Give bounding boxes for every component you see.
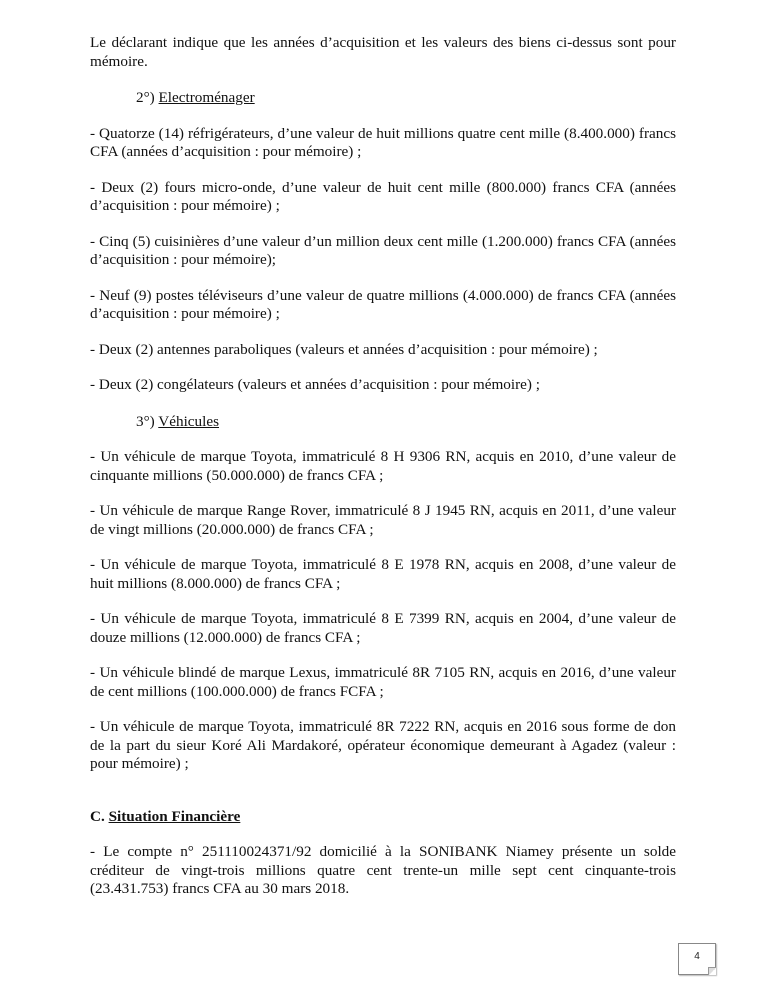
list-item: - Cinq (5) cuisinières d’une valeur d’un million deux cent mille (1.200.000) francs CFA (années d’acquisition : pour mémoire); bbox=[90, 232, 676, 268]
list-item: - Un véhicule de marque Toyota, immatriculé 8 H 9306 RN, acquis en 2010, d’une valeur de cinquante millions (50.000.000) de francs CFA ; bbox=[90, 448, 676, 484]
section-heading-vehicules bbox=[90, 413, 676, 432]
section-heading-situation-financiere bbox=[90, 808, 676, 827]
list-item: - Un véhicule de marque Toyota, immatriculé 8 E 7399 RN, acquis en 2004, d’une valeur de douze millions (12.000.000) de francs CFA ; bbox=[90, 610, 676, 646]
section-title: Véhicules bbox=[158, 412, 219, 430]
section-heading-electromenager bbox=[90, 89, 676, 108]
page-number: 4 bbox=[678, 943, 716, 975]
list-item: - Quatorze (14) réfrigérateurs, d’une valeur de huit millions quatre cent mille (8.400.000) francs CFA (années d’acquisition : pour mémoire) ; bbox=[90, 124, 676, 160]
section-title: Situation Financière bbox=[108, 807, 241, 825]
section-number: 3°) bbox=[136, 412, 155, 430]
intro-paragraph: Le déclarant indique que les années d’acquisition et les valeurs des biens ci-dessus sont pour mémoire. bbox=[90, 34, 676, 70]
section-letter: C. bbox=[90, 807, 105, 825]
list-item: - Deux (2) fours micro-onde, d’une valeur de huit cent mille (800.000) francs CFA (années d’acquisition : pour mémoire) ; bbox=[90, 178, 676, 214]
list-item: - Un véhicule de marque Toyota, immatriculé 8R 7222 RN, acquis en 2016 sous forme de don de la part du sieur Koré Ali Mardakoré, opérateur économique demeurant à Agadez (valeur : pour mémoire) ; bbox=[90, 718, 676, 772]
list-item: - Deux (2) congélateurs (valeurs et années d’acquisition : pour mémoire) ; bbox=[90, 376, 540, 393]
list-item: - Neuf (9) postes téléviseurs d’une valeur de quatre millions (4.000.000) de francs CFA (années d’acquisition : pour mémoire) ; bbox=[90, 286, 676, 322]
list-item: - Un véhicule de marque Toyota, immatriculé 8 E 1978 RN, acquis en 2008, d’une valeur de huit millions (8.000.000) de francs CFA ; bbox=[90, 556, 676, 592]
list-item: - Un véhicule de marque Range Rover, immatriculé 8 J 1945 RN, acquis en 2011, d’une valeur de vingt millions (20.000.000) de francs CFA ; bbox=[90, 502, 676, 538]
list-item: - Un véhicule blindé de marque Lexus, immatriculé 8R 7105 RN, acquis en 2016, d’une valeur de cent millions (100.000.000) de francs FCFA ; bbox=[90, 664, 676, 700]
account-paragraph: - Le compte n° 251110024371/92 domicilié à la SONIBANK Niamey présente un solde créditeur de vingt-trois millions quatre cent trente-un mille sept cent cinquante-trois (23.431.753) francs CFA au 30 mars 2018. bbox=[90, 843, 676, 897]
section-number: 2°) bbox=[136, 89, 155, 106]
list-item: - Deux (2) antennes paraboliques (valeurs et années d’acquisition : pour mémoire) ; bbox=[90, 340, 598, 358]
document-page bbox=[90, 34, 676, 899]
section-title: Electroménager bbox=[158, 89, 255, 106]
